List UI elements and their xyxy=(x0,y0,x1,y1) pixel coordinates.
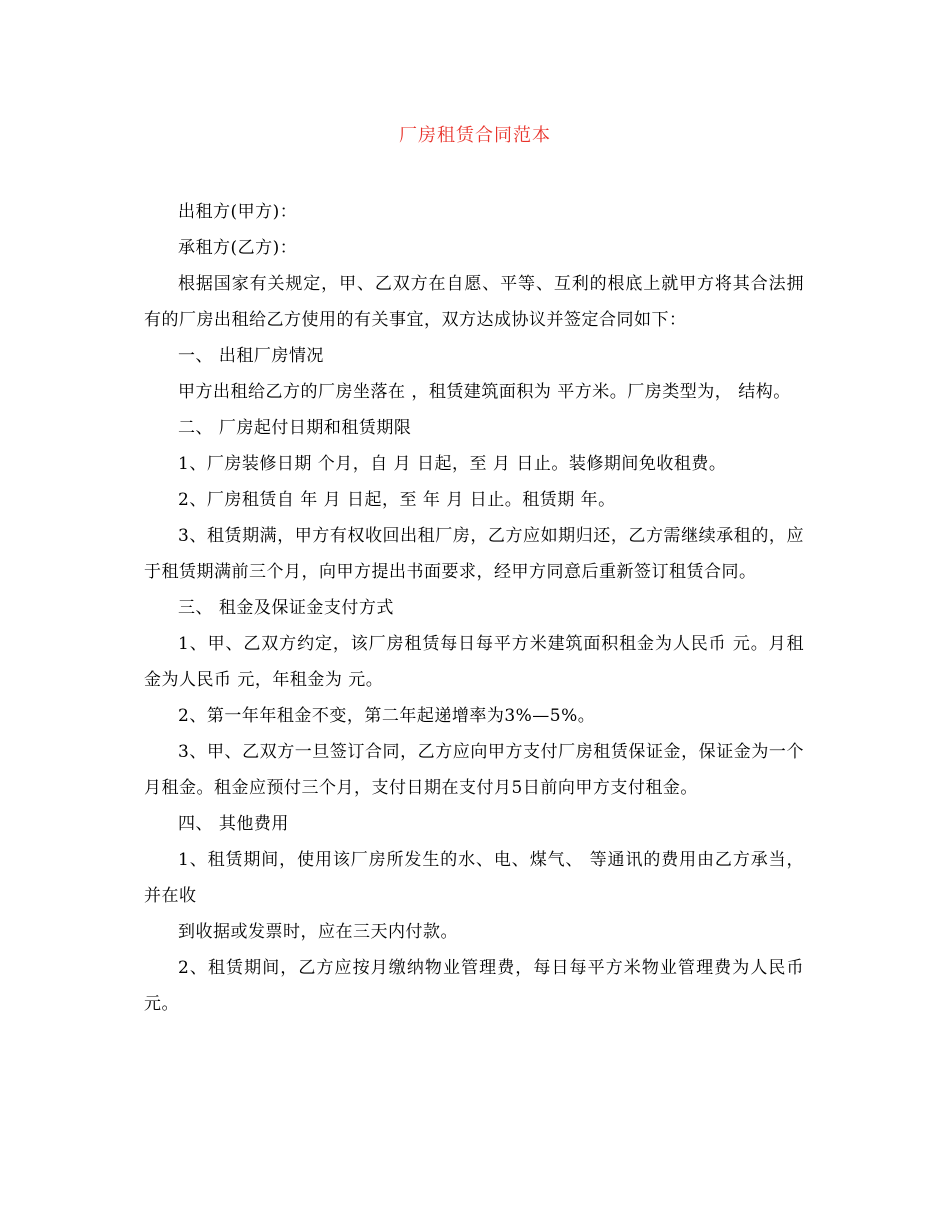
document-body xyxy=(144,194,804,1022)
paragraph-lessor: 出租方(甲方)： xyxy=(178,202,298,222)
clause-4-2: 2、租赁期间，乙方应按月缴纳物业管理费，每日每平方米物业管理费为人民币 元。 xyxy=(144,958,804,1014)
section-heading-4: 四、 其他费用 xyxy=(178,814,289,834)
section-heading-1: 一、 出租厂房情况 xyxy=(178,346,324,366)
clause-2-3: 3、租赁期满，甲方有权收回出租厂房，乙方应如期归还，乙方需继续承租的，应于租赁期满前三个月，向甲方提出书面要求，经甲方同意后重新签订租赁合同。 xyxy=(144,526,804,582)
clause-3-1: 1、甲、乙双方约定，该厂房租赁每日每平方米建筑面积租金为人民币 元。月租金为人民币 元，年租金为 元。 xyxy=(144,634,804,690)
clause-4-1-continued: 到收据或发票时，应在三天内付款。 xyxy=(178,922,458,942)
clause-4-1: 1、租赁期间，使用该厂房所发生的水、电、煤气、 等通讯的费用由乙方承当，并在收 xyxy=(144,850,804,906)
clause-3-3: 3、甲、乙双方一旦签订合同，乙方应向甲方支付厂房租赁保证金，保证金为一个月租金。租金应预付三个月，支付日期在支付月5日前向甲方支付租金。 xyxy=(144,742,804,798)
clause-2-2: 2、厂房租赁自 年 月 日起，至 年 月 日止。租赁期 年。 xyxy=(178,490,616,510)
section-heading-2: 二、 厂房起付日期和租赁期限 xyxy=(178,418,412,438)
paragraph-lessee: 承租方(乙方)： xyxy=(178,238,298,258)
clause-3-2: 2、第一年年租金不变，第二年起递增率为3%—5%。 xyxy=(178,706,596,726)
paragraph-preamble: 根据国家有关规定，甲、乙双方在自愿、平等、互利的根底上就甲方将其合法拥有的厂房出租给乙方使用的有关事宜，双方达成协议并签定合同如下： xyxy=(144,274,804,330)
paragraph-premises: 甲方出租给乙方的厂房坐落在 ，租赁建筑面积为 平方米。厂房类型为， 结构。 xyxy=(178,382,791,402)
section-heading-3: 三、 租金及保证金支付方式 xyxy=(178,598,394,618)
document-title: 厂房租赁合同范本 xyxy=(399,125,551,146)
clause-2-1: 1、厂房装修日期 个月，自 月 日起，至 月 日止。装修期间免收租费。 xyxy=(178,454,727,474)
